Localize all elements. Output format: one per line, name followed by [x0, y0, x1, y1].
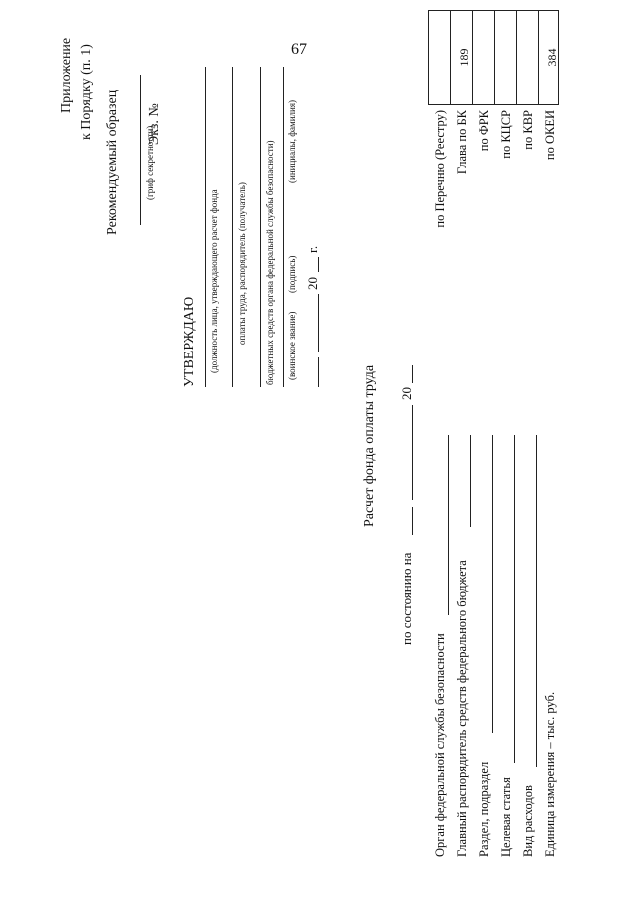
date-year-line — [318, 257, 319, 272]
code-cell[interactable] — [495, 11, 517, 104]
field-line — [492, 435, 493, 733]
code-value: 189 — [457, 48, 471, 67]
code-cell[interactable] — [451, 11, 473, 104]
field-label: Единица измерения – тыс. руб. — [543, 691, 557, 857]
code-cell[interactable] — [473, 11, 495, 104]
code-label: по КЦСР — [499, 110, 513, 159]
signature-line — [283, 67, 284, 387]
field-line — [536, 435, 537, 767]
secrecy-caption: (гриф секретности) — [145, 125, 155, 200]
code-cell[interactable] — [429, 11, 451, 104]
code-label: по ФРК — [477, 110, 491, 152]
code-label: Глава по БК — [455, 110, 469, 175]
as-of-month-line — [412, 405, 413, 500]
as-of-label: по состоянию на — [399, 552, 414, 645]
position-line-3 — [260, 67, 261, 387]
field-label: Орган федеральной службы безопасности — [433, 633, 447, 857]
position-caption-2: оплаты труда, распорядитель (получатель) — [237, 182, 247, 345]
position-caption-1: (должность лица, утверждающего расчет фонда — [209, 189, 219, 373]
page-number: 67 — [291, 41, 307, 58]
date-day-line — [318, 357, 319, 387]
field-line — [470, 435, 471, 527]
field-label: Раздел, подраздел — [477, 761, 491, 857]
code-label: по КВР — [521, 110, 535, 150]
appendix-reference: к Порядку (п. 1) — [79, 44, 94, 140]
date-month-line — [318, 294, 319, 352]
code-cell[interactable] — [539, 11, 560, 104]
code-value: 384 — [545, 48, 559, 67]
date-year-prefix: 20 — [305, 277, 320, 290]
as-of-day-line — [412, 507, 413, 535]
field-line — [514, 435, 515, 763]
name-caption: (инициалы, фамилия) — [287, 100, 297, 183]
code-table — [428, 10, 559, 105]
recommended-sample: Рекомендуемый образец — [105, 89, 120, 235]
rank-caption: (воинское звание) — [287, 311, 297, 380]
form-title: Расчет фонда оплаты труда — [362, 364, 377, 527]
position-caption-3: бюджетных средств органа федеральной службы безопасности) — [265, 140, 275, 385]
field-line — [448, 435, 449, 615]
code-cell[interactable] — [517, 11, 539, 104]
position-line-2 — [232, 67, 233, 387]
field-label: Целевая статья — [499, 777, 513, 857]
as-of-year-line — [412, 365, 413, 383]
position-line-1 — [205, 67, 206, 387]
code-label: по ОКЕИ — [543, 110, 557, 161]
code-label: по Перечню (Реестру) — [433, 110, 447, 228]
approval-title: УТВЕРЖДАЮ — [182, 296, 197, 387]
signature-caption: (подпись) — [287, 255, 297, 293]
copy-number-label: Экз. № — [147, 103, 162, 145]
secrecy-line — [140, 75, 141, 225]
date-year-suffix: г. — [305, 245, 320, 253]
field-label: Вид расходов — [521, 785, 535, 857]
field-label: Главный распорядитель средств федерального бюджета — [455, 560, 469, 857]
appendix-title: Приложение — [59, 37, 74, 113]
as-of-year-prefix: 20 — [399, 387, 414, 400]
